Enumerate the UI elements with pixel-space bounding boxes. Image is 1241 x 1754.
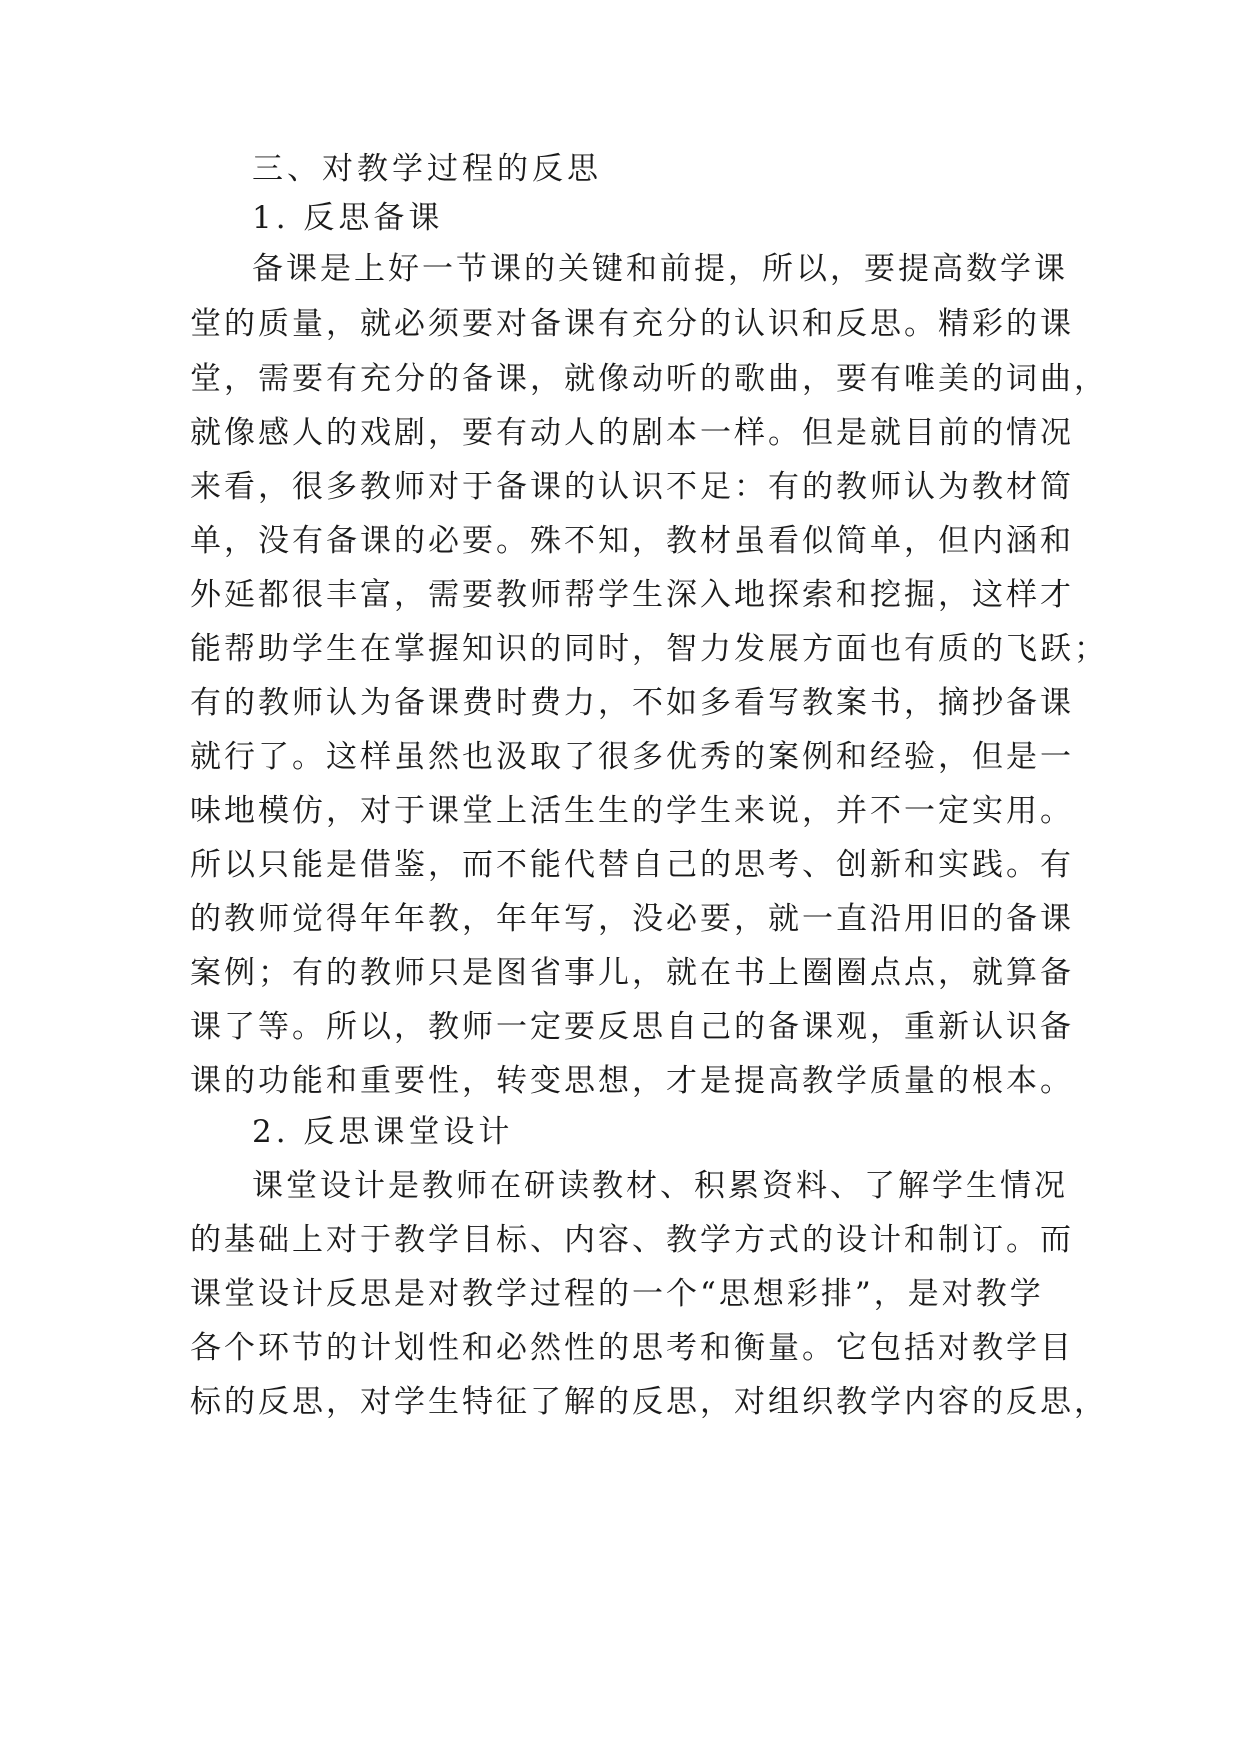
subsection-heading-1: 1. 反思备课 — [252, 200, 444, 236]
paragraph-2-line: 标的反思，对学生特征了解的反思，对组织教学内容的反思， — [190, 1384, 1108, 1420]
paragraph-1-line: 所以只能是借鉴，而不能代替自己的思考、创新和实践。有 — [190, 847, 1074, 883]
paragraph-2-line: 课堂设计是教师在研读教材、积累资料、了解学生情况 — [252, 1168, 1068, 1204]
paragraph-1-line: 来看，很多教师对于备课的认识不足：有的教师认为教材简 — [190, 469, 1074, 505]
paragraph-1-line: 的教师觉得年年教，年年写，没必要，就一直沿用旧的备课 — [190, 901, 1074, 937]
paragraph-1-line: 有的教师认为备课费时费力，不如多看写教案书，摘抄备课 — [190, 685, 1074, 721]
paragraph-1-line: 课了等。所以，教师一定要反思自己的备课观，重新认识备 — [190, 1009, 1074, 1045]
paragraph-2-line: 的基础上对于教学目标、内容、教学方式的设计和制订。而 — [190, 1222, 1074, 1258]
paragraph-1-line: 堂的质量，就必须要对备课有充分的认识和反思。精彩的课 — [190, 306, 1074, 342]
paragraph-1-line: 备课是上好一节课的关键和前提，所以，要提高数学课 — [252, 251, 1068, 287]
paragraph-1-line: 课的功能和重要性，转变思想，才是提高教学质量的根本。 — [190, 1063, 1074, 1099]
paragraph-1-line: 能帮助学生在掌握知识的同时，智力发展方面也有质的飞跃； — [190, 631, 1108, 667]
section-heading: 三、对教学过程的反思 — [252, 151, 602, 187]
paragraph-1-line: 案例；有的教师只是图省事儿，就在书上圈圈点点，就算备 — [190, 955, 1074, 991]
paragraph-1-line: 就行了。这样虽然也汲取了很多优秀的案例和经验，但是一 — [190, 739, 1074, 775]
paragraph-1-line: 堂，需要有充分的备课，就像动听的歌曲，要有唯美的词曲， — [190, 361, 1108, 397]
paragraph-2-line: 各个环节的计划性和必然性的思考和衡量。它包括对教学目 — [190, 1330, 1074, 1366]
paragraph-1-line: 就像感人的戏剧，要有动人的剧本一样。但是就目前的情况 — [190, 415, 1074, 451]
paragraph-1-line: 单，没有备课的必要。殊不知，教材虽看似简单，但内涵和 — [190, 523, 1074, 559]
paragraph-2-line: 课堂设计反思是对教学过程的一个“思想彩排”，是对教学 — [190, 1276, 1044, 1312]
paragraph-1-line: 味地模仿，对于课堂上活生生的学生来说，并不一定实用。 — [190, 793, 1074, 829]
subsection-heading-2: 2. 反思课堂设计 — [252, 1114, 514, 1150]
paragraph-1-line: 外延都很丰富，需要教师帮学生深入地探索和挖掘，这样才 — [190, 577, 1074, 613]
